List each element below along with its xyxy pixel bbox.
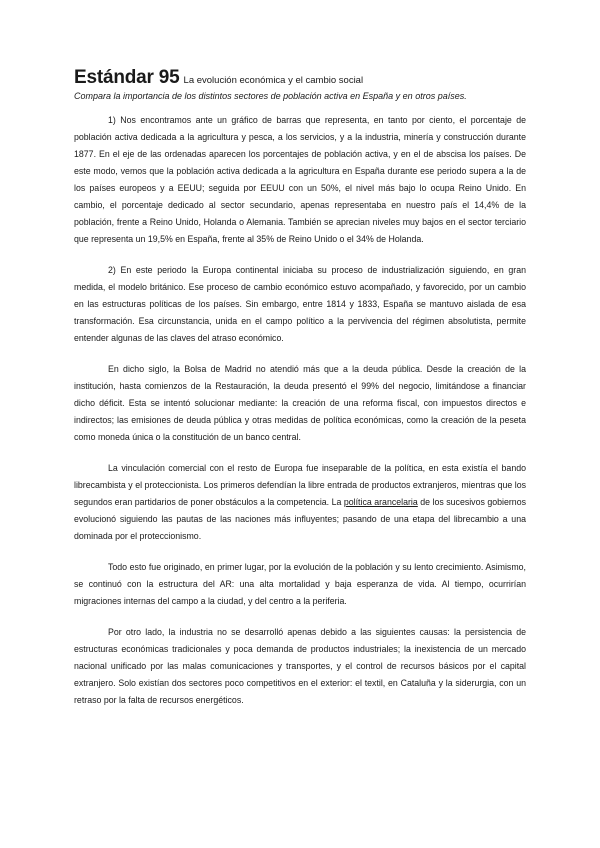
paragraph-5: Todo esto fue originado, en primer lugar, por la evolución de la población y su lento crecimiento. Asimismo, se continuó con la estructura del AR: una alta mortalidad y baja esperanza de vida. Al tiempo, ocurrirían migraciones internas del campo a la ciudad, y del centro a la periferia.	[74, 561, 526, 606]
underlined-term: política arancelaria	[343, 496, 418, 507]
paragraph-2: 2) En este periodo la Europa continental iniciaba su proceso de industrialización siguiendo, en gran medida, el modelo británico. Ese proceso de cambio económico estuvo acompañado, y favorecido, por un cambio en las estructuras políticas de los países. Sin embargo, entre 1814 y 1833, España se mantuvo aislada de esa transformación. Esa circunstancia, unida en el campo político a la pervivencia del régimen absolutista, permite entender algunas de las claves del atraso económico.	[74, 264, 526, 343]
page-title: Estándar 95	[74, 67, 180, 88]
paragraph-4: La vinculación comercial con el resto de Europa fue inseparable de la política, en esta existía el bando librecambista y el proteccionista. Los primeros defendían la libre entrada de productos extranjeros, mientras que los segundos eran partidarios de poner obstáculos a la competencia. La política arancelaria de los sucesivos gobiernos evolucionó siguiendo las pautas de las naciones más influyentes; pasando de una etapa del librecambio a una dominada por el proteccionismo.	[74, 462, 526, 541]
paragraph-6: Por otro lado, la industria no se desarrolló apenas debido a las siguientes causas: la persistencia de estructuras económicas tradicionales y poca demanda de productos industriales; la inexistencia de un mercado nacional unificado por las malas comunicaciones y transportes, y el control de recursos básicos por el capital extranjero. Solo existían dos sectores poco competitivos en el exterior: el textil, en Cataluña y la siderurgia, con un retraso por la falta de recursos energéticos.	[74, 626, 526, 705]
title-line	[74, 68, 526, 87]
paragraph-1: 1) Nos encontramos ante un gráfico de barras que representa, en tanto por ciento, el porcentaje de población activa dedicada a la agricultura y pesca, a los servicios, y a la industria, minería y construcción durante 1877. En el eje de las ordenadas aparecen los porcentajes de población activa, y en el de abscisa los países. De este modo, vemos que la población activa dedicada a la agricultura en España durante ese periodo supera a la de los países europeos y a EEUU; seguida por EEUU con un 50%, el nivel más bajo lo ocupa Reino Unido. En cambio, el porcentaje dedicado al sector secundario, apenas representaba en nuestro país el 14,4% de la población, frente a Reino Unido, Holanda o Alemania. También se aprecian niveles muy bajos en el sector terciario que representa un 19,5% en España, frente al 35% de Reino Unido o el 34% de Holanda.	[74, 114, 526, 244]
body-text	[74, 112, 526, 709]
paragraph-3: En dicho siglo, la Bolsa de Madrid no atendió más que a la deuda pública. Desde la creación de la institución, hasta comienzos de la Restauración, la deuda presentó el 99% del negocio, limitándose a financiar dicho déficit. Esta se intentó solucionar mediante: la creación de una reforma fiscal, con impuestos directos e indirectos; las emisiones de deuda pública y otras medidas de política económicas, como la creación de la peseta como moneda única o la constitución de un banco central.	[74, 363, 526, 442]
page-title-suffix: La evolución económica y el cambio social	[183, 75, 364, 86]
page-subtitle: Compara la importancia de los distintos sectores de población activa en España y en otros países.	[74, 91, 467, 101]
